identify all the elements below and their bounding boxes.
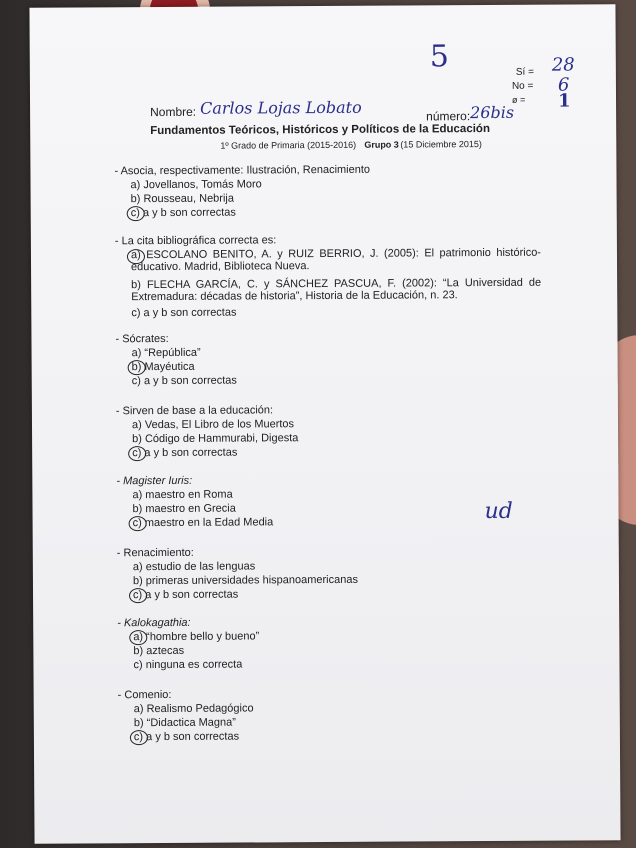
answer-circle: [127, 206, 145, 221]
numero-value: 26bis: [470, 102, 515, 123]
q5-option-a: a) maestro en Roma: [132, 488, 233, 502]
course-grade: 1º Grado de Primaria (2015-2016): [220, 139, 357, 151]
q1-option-b: b) Rousseau, Nebrija: [130, 192, 235, 206]
question-3: - Sócrates:: [115, 332, 169, 346]
q8-option-a: a) Realismo Pedagógico: [133, 702, 254, 716]
q3-option-c: c) a y b son correctas: [131, 374, 237, 388]
margin-mark: ud: [484, 498, 513, 525]
group-label: Grupo 3: [364, 139, 399, 150]
no-label: No =: [511, 80, 534, 92]
q7-option-a: a) “hombre bello y bueno”: [133, 630, 260, 644]
blank-value: 1: [557, 90, 571, 112]
question-2: - La cita bibliográfica correcta es:: [114, 234, 277, 248]
q5-option-c: c) maestro en la Edad Media: [132, 516, 274, 530]
answer-circle: [130, 730, 148, 745]
answer-circle: [129, 588, 147, 603]
answer-circle: [128, 360, 146, 375]
question-5: - Magister Iuris:: [116, 474, 193, 488]
q6-option-a: a) estudio de las lenguas: [132, 560, 256, 574]
question-8: - Comenio:: [117, 688, 172, 702]
answer-circle: [128, 446, 146, 461]
q2-option-c: c) a y b son correctas: [131, 306, 237, 320]
question-4: - Sirven de base a la educación:: [115, 404, 274, 418]
q6-option-c: c) a y b son correctas: [133, 588, 239, 602]
question-7: - Kalokagathia:: [117, 616, 191, 630]
answer-circle: [129, 630, 147, 645]
q8-option-b: b) “Didactica Magna”: [133, 716, 236, 730]
q2-option-b: b) FLECHA GARCÍA, C. y SÁNCHEZ PASCUA, F. (2002): “La Universidad de Extremadura: décadas de historia”, Historia de la Educación, n. 23.: [131, 276, 542, 304]
nombre-label: Nombre:: [150, 104, 197, 120]
answer-circle: [129, 516, 147, 531]
q1-option-c: c) a y b son correctas: [130, 206, 236, 220]
exam-date: (15 Diciembre 2015): [400, 139, 482, 150]
q4-option-a: a) Vedas, El Libro de los Muertos: [131, 418, 295, 432]
question-1: - Asocia, respectivamente: Ilustración, Renacimiento: [114, 163, 371, 178]
q4-option-b: b) Código de Hammurabi, Digesta: [132, 432, 299, 446]
q1-option-a: a) Jovellanos, Tomás Moro: [130, 178, 262, 192]
q8-option-c: c) a y b son correctas: [133, 730, 240, 744]
handwritten-score: 5: [429, 39, 449, 75]
exam-sheet: [29, 4, 620, 844]
si-value: 28: [551, 54, 575, 76]
q3-option-b: b) Mayéutica: [131, 360, 195, 374]
q3-option-a: a) “República”: [131, 346, 201, 360]
question-6: - Renacimiento:: [116, 546, 194, 560]
q6-option-b: b) primeras universidades hispanoamericanas: [132, 573, 359, 588]
no-value: 6: [557, 74, 570, 96]
q4-option-c: c) a y b son correctas: [132, 446, 238, 460]
q7-option-b: b) aztecas: [133, 644, 185, 658]
numero-label: número:: [426, 109, 471, 124]
q7-option-c: c) ninguna es correcta: [133, 658, 243, 672]
q2-option-a: a) ESCOLANO BENITO, A. y RUIZ BERRIO, J. (2005): El patrimonio histórico-educativo. Madrid, Biblioteca Nueva.: [130, 246, 541, 274]
course-title: Fundamentos Teóricos, Históricos y Políticos de la Educación: [150, 122, 490, 138]
nombre-value: Carlos Lojas Lobato: [200, 97, 362, 118]
si-label: Sí =: [515, 66, 534, 78]
blank-label: ø =: [511, 94, 526, 105]
answer-circle: [127, 249, 145, 264]
q5-option-b: b) maestro en Grecia: [132, 502, 236, 516]
